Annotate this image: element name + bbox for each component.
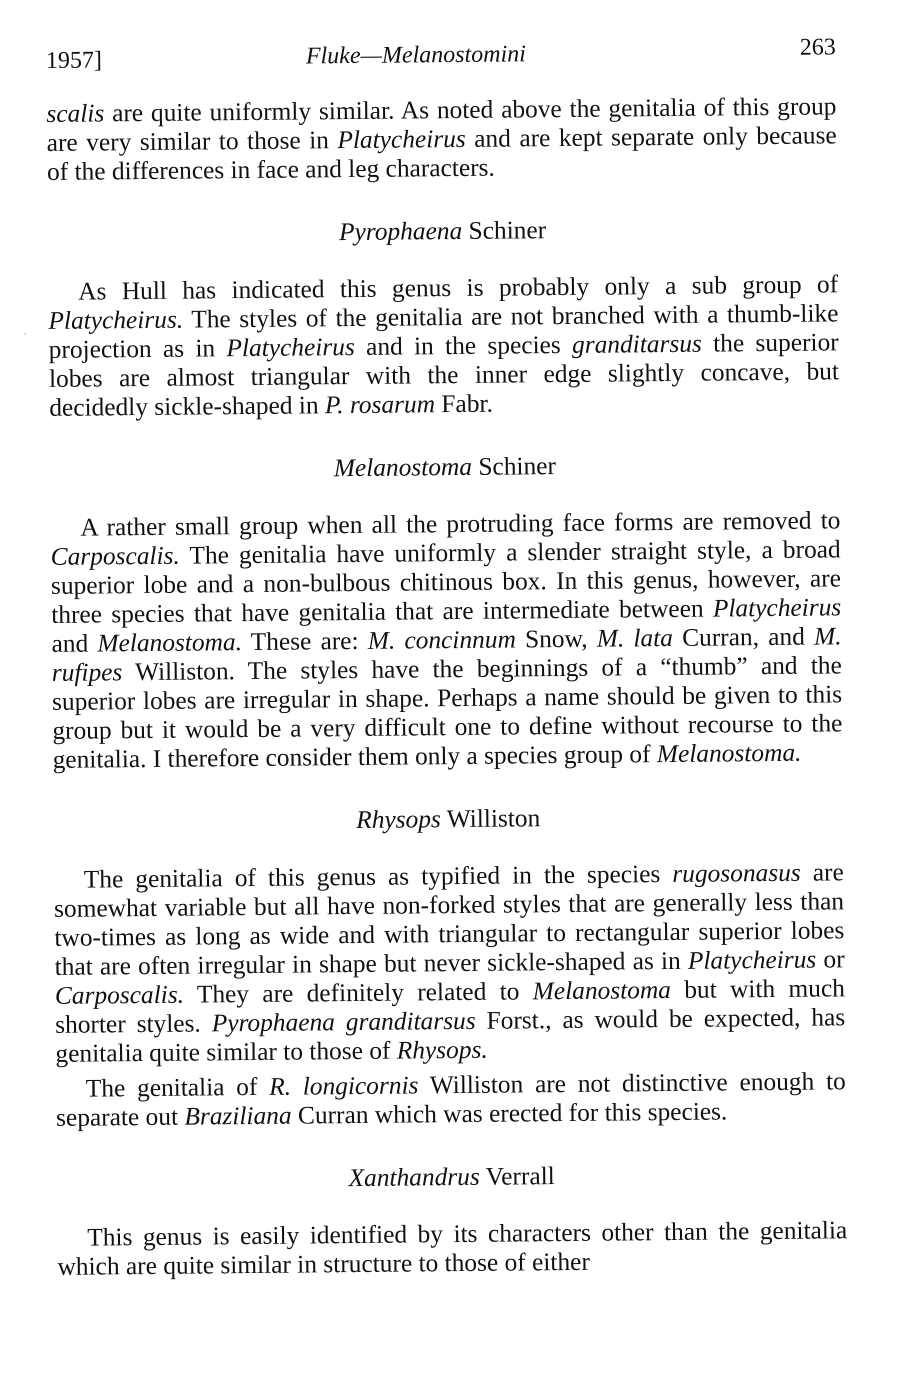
paragraph-pyrophaena: As Hull has indicated this genus is probably only a sub group of Platycheirus. The styles of the genitalia are not branched with a thumb-like projection as in Platycheirus and in the species granditarsus the superior lobes are almost triangular with the inner edge slightly concave, but decidedly sickle-shaped in P. rosarum Fabr. (48, 270, 840, 422)
paragraph-continued: scalis are quite uniformly similar. As noted above the genitalia of this group are very similar to those in Platycheirus and are kept separate only because of the differences in face and leg characters. (46, 92, 837, 186)
section-heading-xanthandrus: Xanthandrus Verrall (348, 1162, 555, 1193)
header-title: Fluke—Melanostomini (305, 41, 526, 70)
paragraph-rhysops: The genitalia of this genus as typified in the species rugosonasus are somewhat variable but all have non-forked styles that are generally less than two-times as long as wide and with triangular to rectangular superior lobes that are often irregular in shape but never sickle-shaped as in Platycheirus or Carposcalis. They are definitely related to Melanostoma but with much shorter styles. Pyrophaena granditarsus Forst., as would be expected, has genitalia quite similar to those of Rhysops. (53, 858, 846, 1068)
paragraph-melanostoma: A rather small group when all the protruding face forms are removed to Carposcalis. The genitalia have uniformly a slender straight style, a broad superior lobe and a non-bulbous chitinous box. In this genus, however, are three species that have genitalia that are intermediate between Platycheirus and Melanostoma. These are: M. concinnum Snow, M. lata Curran, and M. rufipes Williston. The styles have the beginnings of a “thumb” and the superior lobes are irregular in shape. Perhaps a name should be given to this group but it would be a very difficult one to define without recourse to the genitalia. I therefore consider them only a species group of Melanostoma. (50, 506, 843, 774)
section-heading-pyrophaena: Pyrophaena Schiner (338, 216, 547, 247)
body-text (46, 92, 847, 1288)
paragraph-longicornis: The genitalia of R. longicornis Williston are not distinctive enough to separate out Braziliana Curran which was erected for this species. (55, 1067, 846, 1132)
paragraph-xanthandrus: This genus is easily identified by its characters other than the genitalia which are quite similar in structure to those of either (57, 1216, 848, 1281)
running-head (46, 34, 836, 82)
margin-speck: · (23, 329, 27, 341)
header-year: 1957] (45, 47, 103, 74)
section-heading-melanostoma: Melanostoma Schiner (333, 452, 557, 483)
section-heading-rhysops: Rhysops Williston (356, 804, 541, 835)
page-number: 263 (799, 34, 836, 61)
